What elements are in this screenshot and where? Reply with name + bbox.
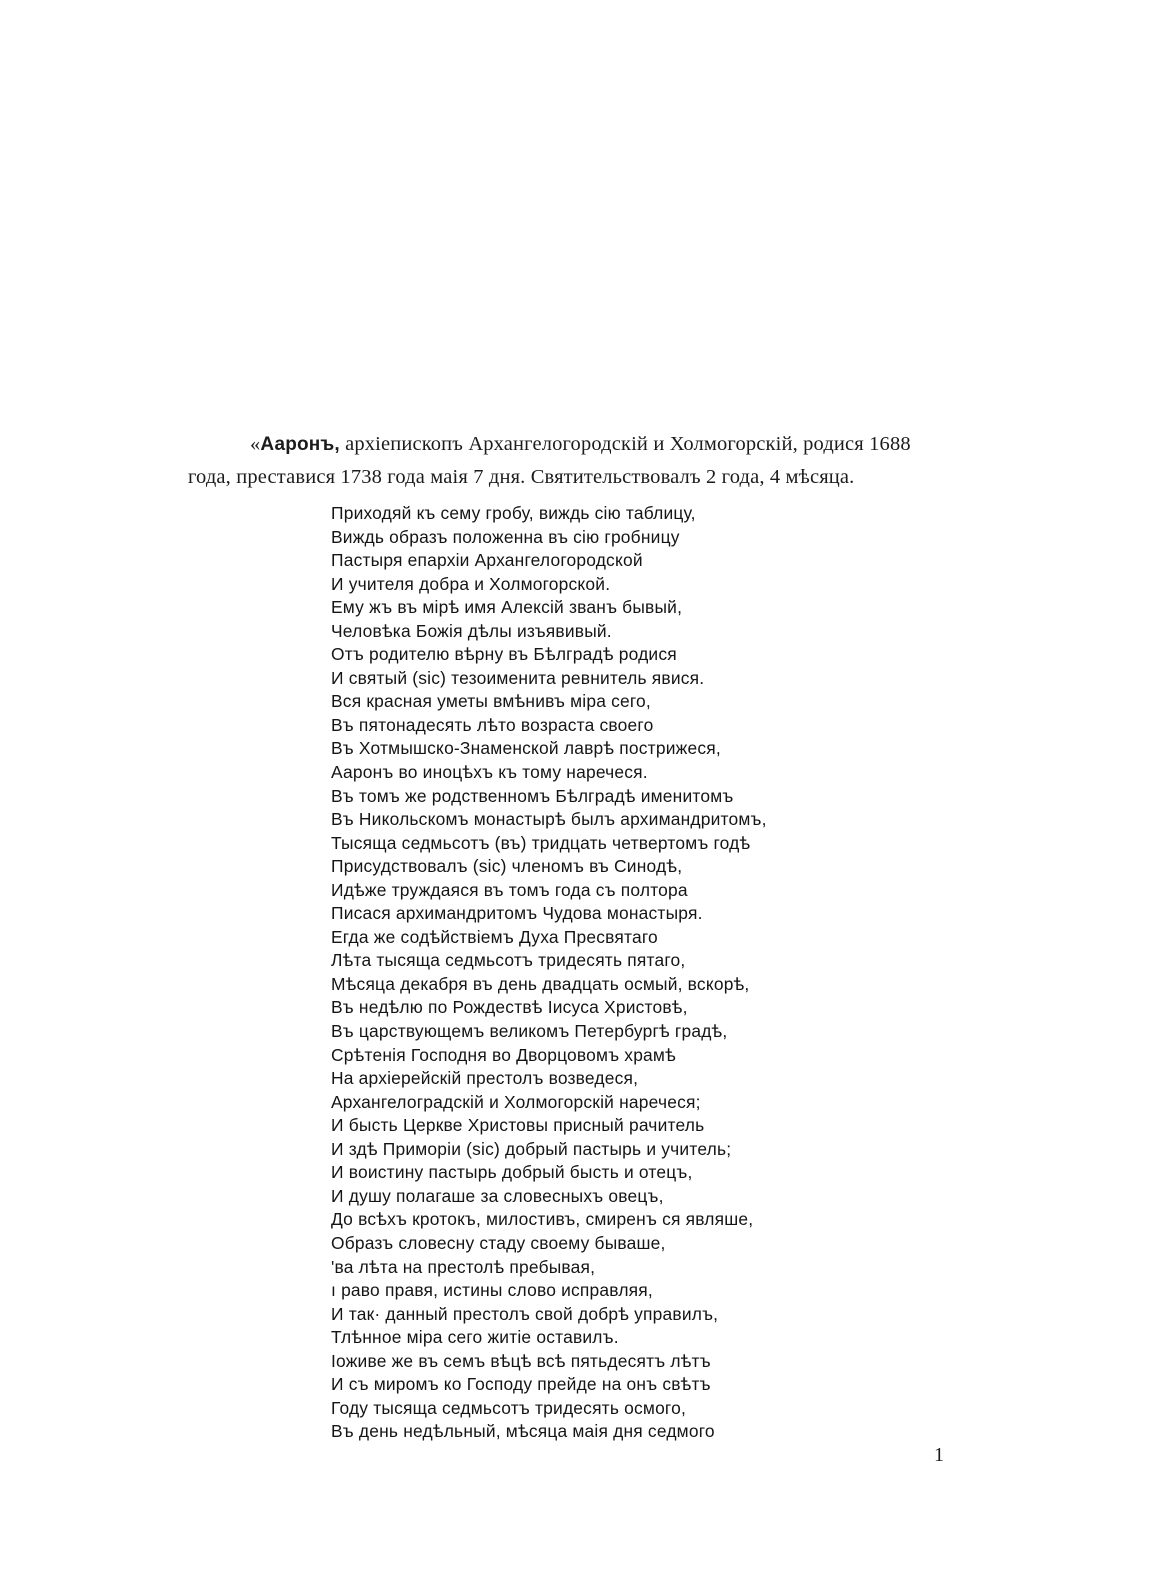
poem-line: Въ день недѣльный, мѣсяца маія дня седмого — [331, 1421, 715, 1442]
poem-line: И душу полагаше за словесныхъ овецъ, — [331, 1185, 664, 1206]
poem-line: 'ва лѣта на престолѣ пребывая, — [331, 1256, 596, 1277]
poem-line: Мѣсяца декабря въ день двадцать осмый, вскорѣ, — [331, 973, 750, 994]
poem-line: И святый (sic) тезоименита ревнитель явися. — [331, 667, 705, 688]
poem-line: Тысяща седмьсотъ (въ) тридцать четвертомъ годѣ — [331, 832, 751, 853]
poem-line: Въ царствующемъ великомъ Петербургѣ градѣ, — [331, 1021, 728, 1042]
intro-name: Ааронъ, — [260, 434, 340, 455]
poem-line: И бысть Церкве Христовы присный рачитель — [331, 1115, 705, 1136]
poem-line: Тлѣнное міра сего житіе оставилъ. — [331, 1327, 619, 1348]
poem-line: Приходяй къ сему гробу, виждь сію таблицу, — [331, 503, 696, 523]
poem-line: И воистину пастырь добрый бысть и отецъ, — [331, 1162, 693, 1183]
poem-line: Виждь образъ положенна въ сію гробницу — [331, 526, 680, 547]
intro-line-1 — [188, 428, 1003, 461]
poem-line: Ааронъ во иноцѣхъ къ тому наречеся. — [331, 762, 648, 783]
poem-line: Въ пятонадесять лѣто возраста своего — [331, 714, 654, 735]
poem-line: ı раво правя, истины слово исправляя, — [331, 1280, 653, 1301]
poem-line: Присудствовалъ (sic) членомъ въ Синодѣ, — [331, 856, 683, 877]
poem-line: Въ Никольскомъ монастырѣ былъ архимандритомъ, — [331, 809, 767, 830]
intro-line-1-text: архіепископъ Архангелогородскій и Холмогорскій, родися 1688 — [339, 433, 911, 455]
poem-line: На архіерейскій престолъ возведеся, — [331, 1068, 639, 1089]
poem-line: Лѣта тысяща седмьсотъ тридесять пятаго, — [331, 950, 686, 971]
poem-line: Пастыря епархіи Архангелогородской — [331, 550, 643, 571]
poem-line: Человѣка Божія дѣлы изъявивый. — [331, 620, 612, 641]
epitaph-poem — [331, 502, 851, 1444]
page-number: 1 — [934, 1444, 944, 1466]
poem-line: И здѣ Приморіи (sic) добрый пастырь и учитель; — [331, 1138, 732, 1159]
poem-line: Въ недѣлю по Рождествѣ Іисуса Христовѣ, — [331, 997, 688, 1018]
poem-line: И так· данный престолъ свой добрѣ управилъ, — [331, 1303, 719, 1324]
poem-line: Ему жъ въ мірѣ имя Алексій званъ бывый, — [331, 597, 683, 618]
poem-line: Идѣже труждаяся въ томъ года съ полтора — [331, 879, 688, 900]
poem-line: Архангелоградскій и Холмогорскій наречеся; — [331, 1091, 701, 1112]
poem-line: Въ томъ же родственномъ Бѣлградѣ именитомъ — [331, 785, 734, 806]
poem-line: И учителя добра и Холмогорской. — [331, 573, 611, 594]
poem-line: Въ Хотмышско-Знаменской лаврѣ пострижеся, — [331, 738, 721, 759]
poem-line: Егда же содѣйствіемъ Духа Пресвятаго — [331, 926, 658, 947]
poem-line: Образъ словесну стаду своему бываше, — [331, 1232, 666, 1253]
poem-line: Вся красная уметы вмѣнивъ міра сего, — [331, 691, 651, 712]
poem-line: И съ миромъ ко Господу прейде на онъ свѣтъ — [331, 1374, 711, 1395]
poem-line: Отъ родителю вѣрну въ Бѣлградѣ родися — [331, 644, 677, 665]
poem-line: До всѣхъ кротокъ, милостивъ, смиренъ ся являше, — [331, 1209, 754, 1230]
poem-line: Году тысяща седмьсотъ тридесять осмого, — [331, 1397, 686, 1418]
quote-open: « — [250, 433, 261, 455]
poem-line: Писася архимандритомъ Чудова монастыря. — [331, 903, 703, 924]
intro-paragraph — [188, 428, 1003, 494]
poem-line: Іоживе же въ семъ вѣцѣ всѣ пятьдесятъ лѣтъ — [331, 1350, 711, 1371]
poem-line: Срѣтенія Господня во Дворцовомъ храмѣ — [331, 1044, 676, 1065]
intro-line-2: года, преставися 1738 года маія 7 дня. Святительствовалъ 2 года, 4 мѣсяца. — [188, 466, 855, 488]
